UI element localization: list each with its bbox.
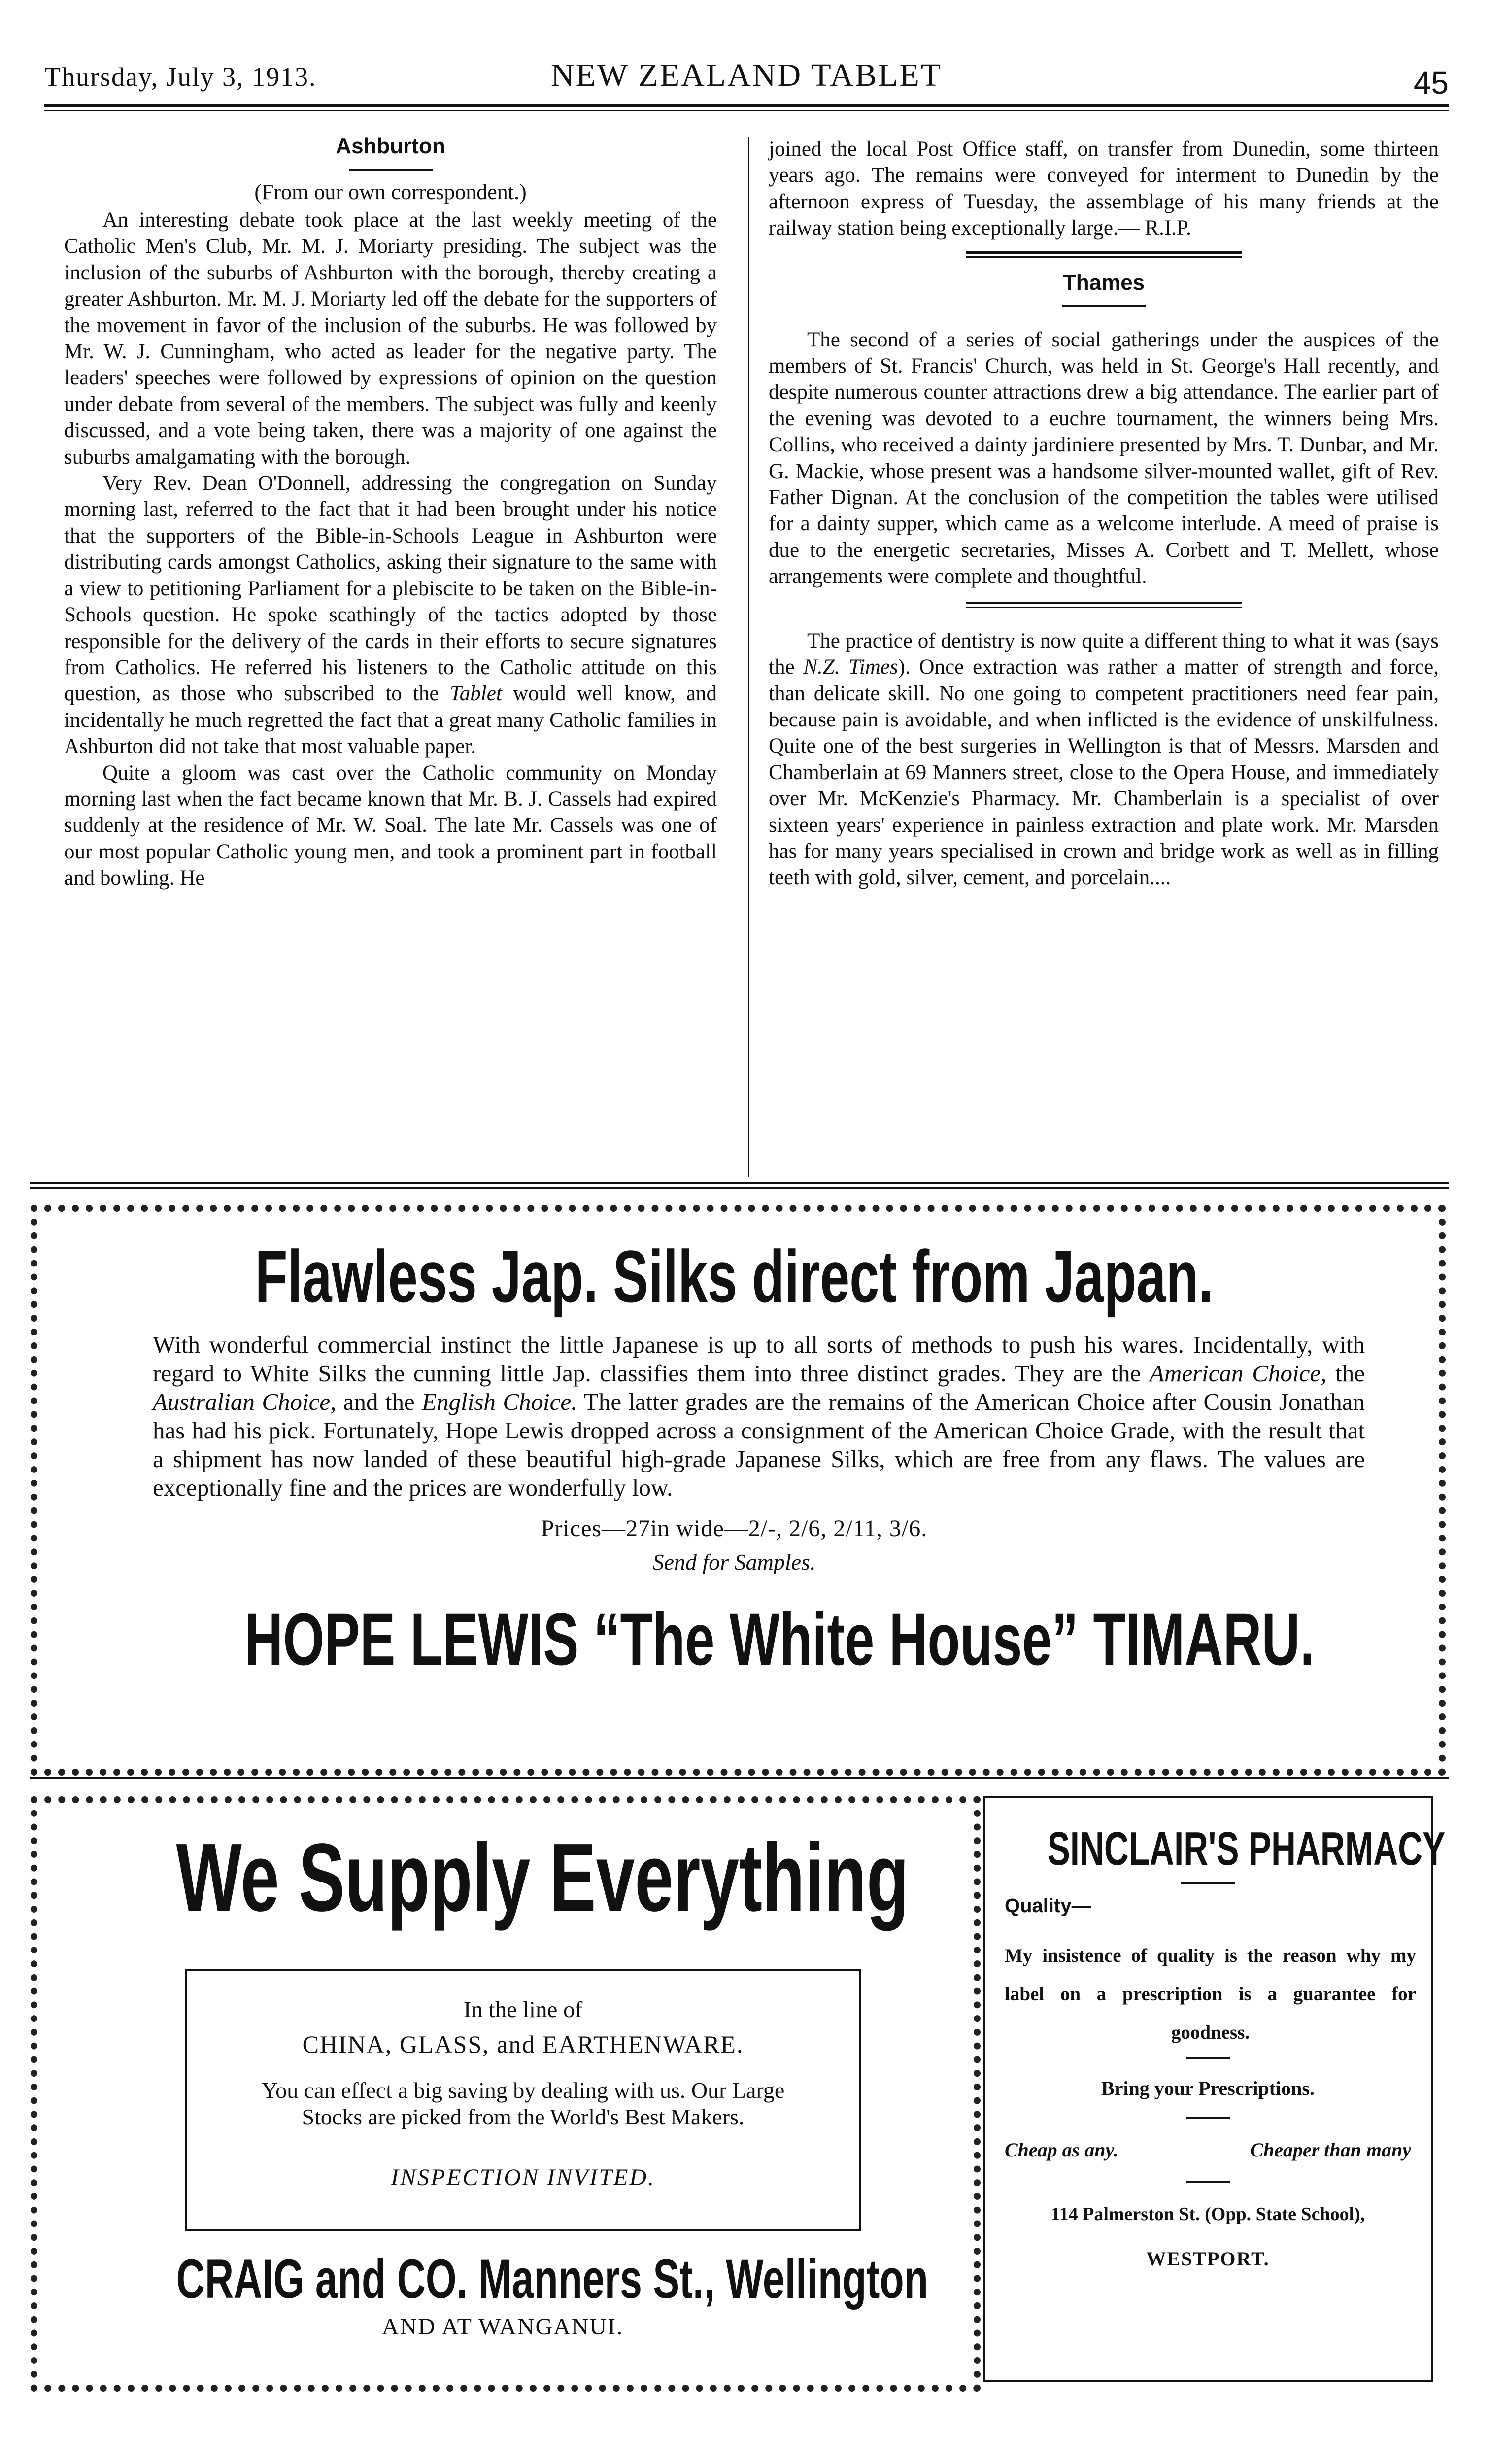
section-separator [966, 602, 1242, 608]
ashburton-p2-text: Very Rev. Dean O'Donnell, addressing the congregation on Sunday morning last, referred to the fact that it had been brought under his notice that the supporters of the Bible-in-Schools League in Ashburton were distributing cards amongst Catholics, asking their signature to the same with a view to petitioning Parliament for a plebiscite to be taken on the Bible-in-Schools question. He spoke scathingly of the tactics adopted by those responsible for the delivery of the cards in their efforts to secure signatures from Catholics. He referred his listeners to the Catholic attitude on this question, as those who subscribed to the [64, 472, 717, 706]
grade-australian: Australian Choice, [153, 1388, 337, 1415]
body-rule [1186, 2057, 1230, 2059]
craig-inner-box [185, 1969, 861, 2231]
silks-headline: Flawless Jap. Silks direct from Japan. [255, 1235, 1214, 1318]
sinclair-cheaper: Cheaper than many [1250, 2139, 1411, 2161]
title-rule [1181, 1882, 1235, 1884]
thames-heading: Thames [1062, 270, 1145, 295]
dentistry-text: The practice of dentistry is now quite a different thing to what it was (says the [769, 629, 1439, 679]
ashburton-heading: Ashburton [336, 134, 445, 158]
column-divider [748, 137, 749, 1177]
silks-body-text: and the [343, 1388, 415, 1415]
sinclair-bring: Bring your Prescriptions. [1101, 2077, 1315, 2099]
advert-rule [30, 1777, 1449, 1779]
silks-body-text: With wonderful commercial instinct the little Japanese is up to all sorts of methods to push his wares. Incidentally, with regard to White Silks the cunning little Jap. classifies them into three distinct grades. They are the [153, 1331, 1365, 1387]
craig-invite: INSPECTION INVITED. [391, 2164, 655, 2190]
ashburton-p2-text-end: would well know, and incidentally he much regretted the fact that a great many Catholic families in Ashburton did not take that most valuable paper. [64, 682, 717, 758]
sinclair-body: My insistence of quality is the reason why my label on a prescription is a guarantee for goodness. [1005, 1945, 1416, 2043]
heading-rule [1062, 305, 1146, 307]
advert-rule [30, 1182, 1449, 1189]
source-title: N.Z. Times [803, 655, 898, 679]
tablet-title: Tablet [449, 682, 502, 706]
page-number: 45 [1413, 65, 1449, 101]
header-rule [44, 104, 1449, 111]
silks-advert [54, 1222, 1414, 1749]
sinclair-town: WESTPORT. [1146, 2248, 1270, 2270]
dentistry-paragraph [769, 628, 1439, 891]
silks-samples: Send for Samples. [652, 1549, 816, 1574]
ashburton-byline: (From our own correspondent.) [254, 180, 527, 204]
ashburton-paragraph-2 [64, 470, 717, 759]
sinclair-quality: Quality— [1005, 1895, 1091, 1916]
silks-prices: Prices—27in wide—2/-, 2/6, 2/11, 3/6. [541, 1515, 928, 1541]
grade-american: American Choice, [1150, 1360, 1327, 1387]
section-separator [966, 251, 1242, 258]
craig-goods: CHINA, GLASS, and EARTHENWARE. [302, 2030, 744, 2058]
craig-headline: We Supply Everything [176, 1823, 909, 1931]
silks-body-text: The latter grades are the remains of the American Choice after Cousin Jonathan has had his pick. Fortunately, Hope Lewis dropped across a consignment of the American Choice Grade, with the result that a shipment has now landed of these beautiful high-grade Japanese Silks, which are free from any flaws. The values are exceptionally fine and the prices are wonderfully low. [153, 1388, 1365, 1501]
sinclair-advert [983, 1796, 1446, 2382]
sinclair-title: SINCLAIR'S PHARMACY [1047, 1822, 1446, 1875]
body-rule [1186, 2181, 1230, 2183]
sinclair-price-line [1005, 2138, 1411, 2161]
sinclair-cheap: Cheap as any. [1005, 2139, 1118, 2161]
thames-paragraph: The second of a series of social gatherings under the auspices of the members of St. Francis' Church, was held in St. George's Hall recently, and despite numerous counter attractions drew a big attendance. The earlier part of the evening was devoted to a euchre tournament, the winners being Mrs. Collins, who received a dainty jardiniere presented by Mrs. T. Dunbar, and Mr. G. Mackie, whose present was a handsome silver-mounted wallet, gift of Rev. Father Dignan. At the conclusion of the competition the tables were utilised for a dainty supper, which came as a welcome interlude. A meed of praise is due to the energetic secretaries, Misses A. Corbett and T. Mellett, whose arrangements were complete and thoughtful. [769, 328, 1439, 588]
ashburton-paragraph-1: An interesting debate took place at the last weekly meeting of the Catholic Men's Club, Mr. M. J. Moriarty presiding. The subject was the inclusion of the suburbs of Ashburton with the borough, thereby creating a greater Ashburton. Mr. M. J. Moriarty led off the debate for the supporters of the movement in favor of the inclusion of the suburbs. He was followed by Mr. W. J. Cunningham, who acted as leader for the negative party. The leaders' speeches were followed by expressions of opinion on the question under debate from several of the members. The subject was fully and keenly discussed, and a vote being taken, there was a majority of one against the suburbs amalgamating with the borough. [64, 208, 717, 469]
grade-english: English Choice. [422, 1388, 577, 1415]
right-column [769, 136, 1439, 891]
craig-footer [49, 2247, 956, 2340]
craig-line-of: In the line of [463, 1997, 583, 2022]
ashburton-paragraph-3: Quite a gloom was cast over the Catholic community on Monday morning last when the fact became known that Mr. B. J. Cassels had expired suddenly at the residence of Mr. W. Soal. The late Mr. Cassels was one of our most popular Catholic young men, and took a prominent part in football and bowling. He [64, 761, 717, 890]
craig-body: You can effect a big saving by dealing with us. Our Large Stocks are picked from the World's Best Makers. [261, 2078, 785, 2129]
craig-advertiser: CRAIG and CO. Manners St., Wellington [176, 2248, 928, 2310]
left-column [64, 129, 717, 891]
dentistry-text-end: ). Once extraction was rather a matter of strength and force, than delicate skill. No one going to competent practitioners need fear pain, because pain is avoidable, and when inflicted is the evidence of unskilfulness. Quite one of the best surgeries in Wellington is that of Messrs. Marsden and Chamberlain at 69 Manners street, close to the Opera House, and immediately over Mr. McKenzie's Pharmacy. Mr. Chamberlain is a specialist of over sixteen years' experience in painless extraction and plate work. Mr. Marsden has for many years specialised in crown and bridge work as well as in filling teeth with gold, silver, cement, and porcelain.... [769, 655, 1439, 890]
body-rule [1186, 2117, 1230, 2119]
masthead-title: NEW ZEALAND TABLET [550, 57, 943, 93]
craig-branch: AND AT WANGANUI. [381, 2314, 624, 2340]
sinclair-address: 114 Palmerston St. (Opp. State School), [1050, 2204, 1365, 2224]
page-header [44, 57, 1449, 106]
heading-rule [349, 169, 433, 171]
silks-body [153, 1331, 1365, 1502]
issue-date: Thursday, July 3, 1913. [44, 62, 317, 92]
silks-body-text: the [1335, 1360, 1365, 1387]
ashburton-continuation: joined the local Post Office staff, on transfer from Dunedin, some thirteen years ago. The remains were conveyed for interment to Dunedin by the afternoon express of Tuesday, the assemblage of his many friends at the railway station being exceptionally large.— R.I.P. [769, 137, 1439, 240]
hope-lewis-advertiser: HOPE LEWIS “The White House” TIMARU. [244, 1598, 1315, 1680]
